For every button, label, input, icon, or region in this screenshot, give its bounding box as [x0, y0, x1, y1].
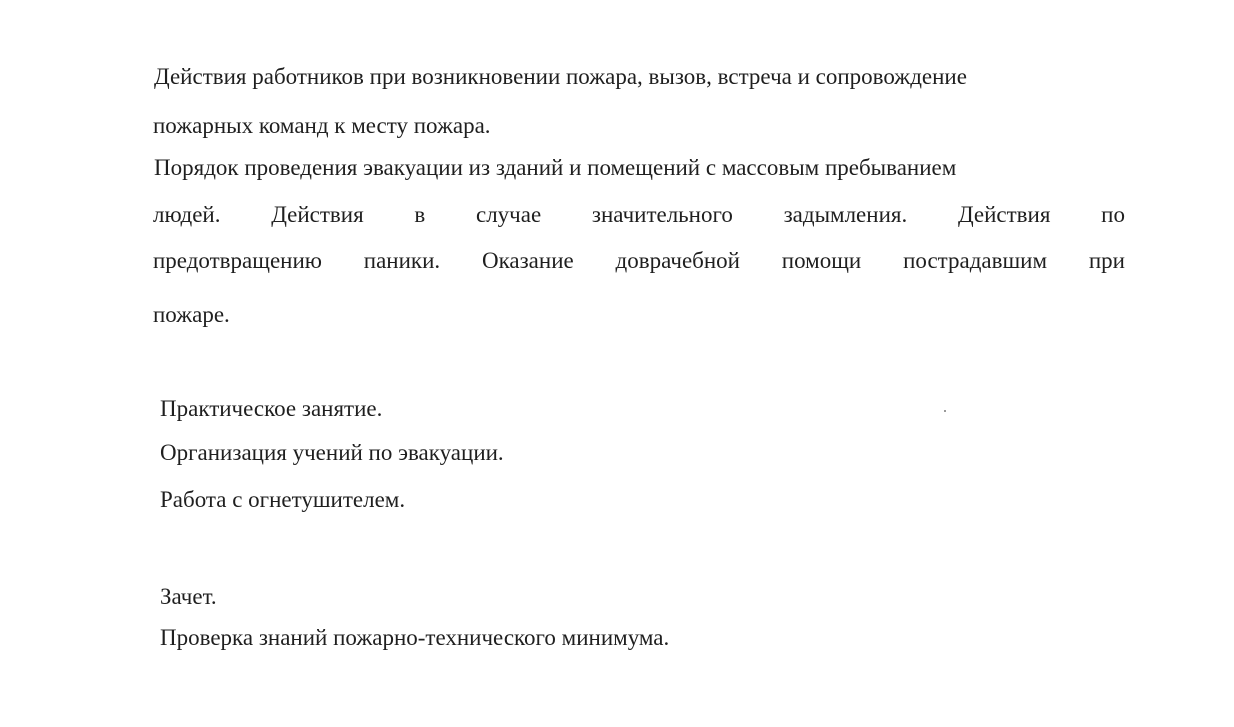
paragraph-line: пожарных команд к месту пожара. [153, 113, 491, 138]
justified-line [153, 246, 1125, 276]
word: случае [476, 202, 542, 227]
word: задымления. [783, 202, 908, 227]
word: предотвращению [153, 248, 322, 273]
paragraph-line: Действия работников при возникновении пожара, вызов, встреча и сопровождение [154, 64, 967, 89]
scan-speck [944, 410, 946, 412]
paragraph-line: Порядок проведения эвакуации из зданий и помещений с массовым пребыванием [154, 155, 957, 180]
word: значительного [591, 202, 733, 227]
word: доврачебной [615, 248, 740, 273]
list-item: Организация учений по эвакуации. [160, 440, 504, 465]
word: Оказание [481, 248, 574, 273]
word: людей. [153, 202, 221, 227]
word: при [1088, 248, 1125, 273]
word: пострадавшим [903, 248, 1048, 273]
word: в [414, 202, 426, 227]
word: паники. [363, 248, 441, 273]
list-item: Работа с огнетушителем. [160, 487, 406, 512]
section-heading: Практическое занятие. [160, 396, 383, 421]
justified-line [153, 200, 1125, 230]
list-item: Проверка знаний пожарно-технического минимума. [160, 625, 670, 650]
word: Действия [271, 202, 364, 227]
word: Действия [957, 202, 1051, 227]
word: помощи [781, 248, 862, 273]
section-heading: Зачет. [160, 584, 217, 609]
word: по [1101, 202, 1125, 227]
paragraph-line: пожаре. [153, 302, 230, 327]
